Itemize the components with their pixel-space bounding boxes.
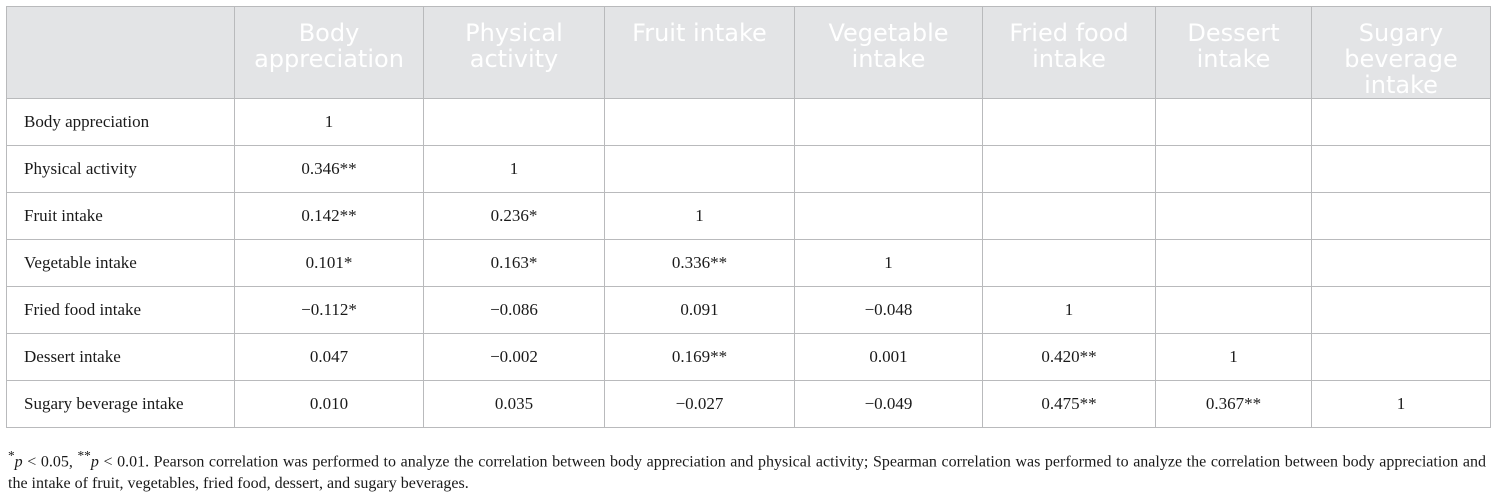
correlation-table-container: [6, 6, 1490, 428]
table-cell: [605, 146, 795, 193]
header-corner-cell: [7, 7, 235, 99]
table-cell: 0.236*: [424, 193, 605, 240]
row-label: Fried food intake: [7, 287, 235, 334]
table-cell: 0.163*: [424, 240, 605, 287]
table-cell: 0.142**: [235, 193, 424, 240]
row-label: Sugary beverage intake: [7, 381, 235, 428]
table-cell: [1156, 193, 1312, 240]
table-row: [7, 146, 1491, 193]
table-cell: [424, 99, 605, 146]
table-cell: [1156, 99, 1312, 146]
table-cell: 1: [795, 240, 983, 287]
significance-mark-double: **: [77, 448, 91, 463]
table-cell: 1: [1156, 334, 1312, 381]
significance-mark-single: *: [8, 448, 15, 463]
table-row: [7, 381, 1491, 428]
table-cell: [1312, 193, 1491, 240]
table-cell: 0.047: [235, 334, 424, 381]
row-label: Dessert intake: [7, 334, 235, 381]
table-cell: [983, 99, 1156, 146]
table-cell: 1: [1312, 381, 1491, 428]
table-row: [7, 334, 1491, 381]
table-cell: 0.169**: [605, 334, 795, 381]
table-cell: [1312, 240, 1491, 287]
table-cell: 0.101*: [235, 240, 424, 287]
table-cell: [1156, 146, 1312, 193]
table-cell: 0.420**: [983, 334, 1156, 381]
table-row: [7, 240, 1491, 287]
table-cell: −0.049: [795, 381, 983, 428]
column-header: Sugary beverage intake: [1312, 7, 1491, 99]
column-header: Physical activity: [424, 7, 605, 99]
table-cell: [1312, 99, 1491, 146]
table-cell: 0.336**: [605, 240, 795, 287]
table-cell: [1312, 334, 1491, 381]
table-cell: 0.346**: [235, 146, 424, 193]
table-cell: 0.001: [795, 334, 983, 381]
table-cell: −0.027: [605, 381, 795, 428]
table-header-row: [7, 7, 1491, 99]
table-cell: 0.035: [424, 381, 605, 428]
table-cell: [795, 146, 983, 193]
table-cell: −0.086: [424, 287, 605, 334]
table-cell: −0.112*: [235, 287, 424, 334]
table-row: [7, 99, 1491, 146]
correlation-table: [6, 6, 1491, 428]
row-label: Fruit intake: [7, 193, 235, 240]
table-cell: 1: [605, 193, 795, 240]
table-cell: −0.002: [424, 334, 605, 381]
table-cell: [983, 240, 1156, 287]
table-cell: [983, 146, 1156, 193]
table-cell: [1312, 146, 1491, 193]
footnote-text: < 0.01. Pearson correlation was performed to analyze the correlation between body appreciation and physical activity; Spearman correlation was performed to analyze the correlation between body appreciation and the intake of fruit, vegetables, fried food, dessert, and sugary beverages.: [8, 453, 1487, 493]
column-header: Fruit intake: [605, 7, 795, 99]
table-row: [7, 287, 1491, 334]
table-cell: [1156, 240, 1312, 287]
table-cell: −0.048: [795, 287, 983, 334]
table-row: [7, 193, 1491, 240]
column-header: Vegetable intake: [795, 7, 983, 99]
table-cell: 0.091: [605, 287, 795, 334]
table-cell: 1: [235, 99, 424, 146]
table-cell: 0.367**: [1156, 381, 1312, 428]
row-label: Body appreciation: [7, 99, 235, 146]
p-variable: p: [14, 453, 23, 471]
footnote-text: < 0.05,: [22, 453, 78, 471]
table-cell: [1312, 287, 1491, 334]
table-cell: [795, 99, 983, 146]
p-variable: p: [90, 453, 99, 471]
column-header: Fried food intake: [983, 7, 1156, 99]
table-cell: 0.475**: [983, 381, 1156, 428]
row-label: Vegetable intake: [7, 240, 235, 287]
table-cell: [1156, 287, 1312, 334]
table-cell: 0.010: [235, 381, 424, 428]
column-header: Dessert intake: [1156, 7, 1312, 99]
table-cell: 1: [424, 146, 605, 193]
table-cell: 1: [983, 287, 1156, 334]
table-cell: [983, 193, 1156, 240]
table-footnote: [8, 445, 1486, 495]
table-cell: [795, 193, 983, 240]
table-cell: [605, 99, 795, 146]
row-label: Physical activity: [7, 146, 235, 193]
column-header: Body appreciation: [235, 7, 424, 99]
